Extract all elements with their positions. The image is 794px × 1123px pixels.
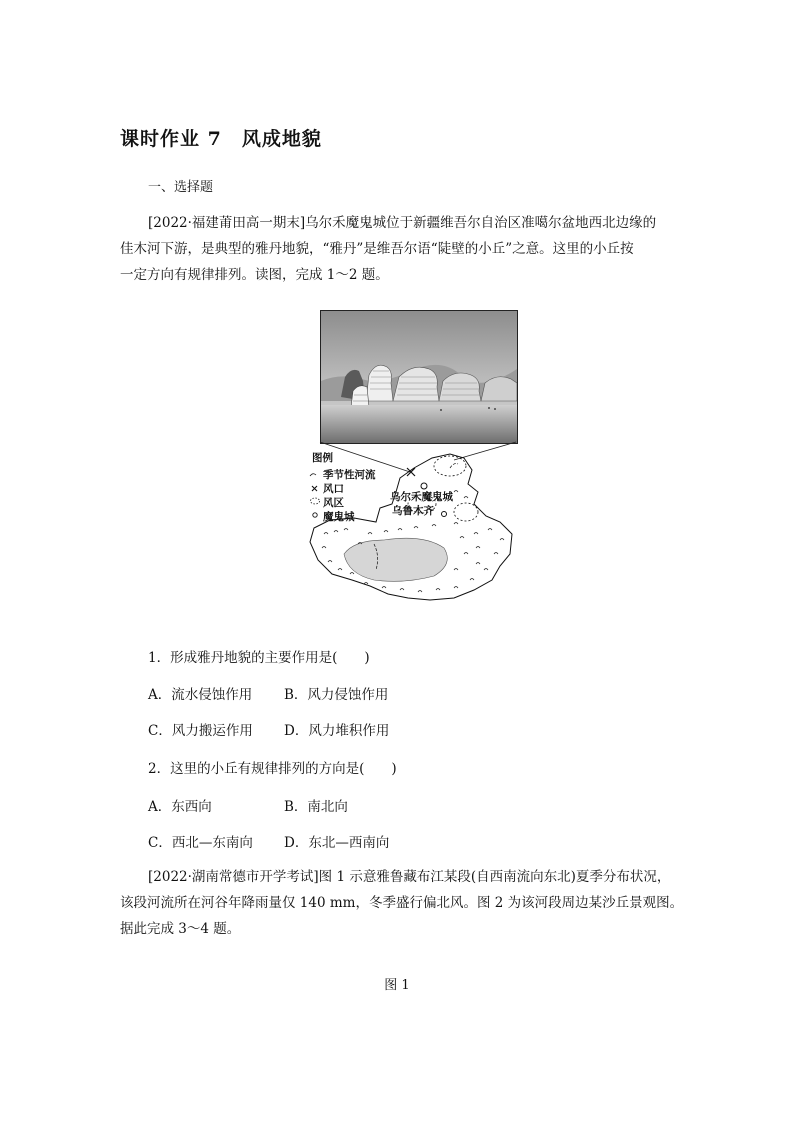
figure-caption: 图 1	[384, 978, 410, 993]
legend-devil-city-symbol	[313, 513, 317, 517]
section-heading: 一、选择题	[148, 180, 214, 195]
wind-zone-ellipse	[434, 456, 466, 476]
q2-option-d: D．东北—西南向	[284, 835, 390, 851]
q1-option-b: B．风力侵蚀作用	[284, 687, 389, 703]
legend-river-symbol	[310, 474, 316, 476]
intro2-line-3: 据此完成 3～4 题。	[120, 921, 241, 937]
question-2-stem: 2．这里的小丘有规律排列的方向是( )	[148, 761, 397, 777]
desert-basin	[344, 538, 447, 581]
legend-seasonal-river: 季节性河流	[323, 469, 376, 481]
map-label-urumqi: 乌鲁木齐	[392, 505, 434, 517]
legend-wind-gap-symbol	[312, 486, 317, 491]
question-1-stem: 1．形成雅丹地貌的主要作用是( )	[148, 650, 370, 666]
intro1-line-3: 一定方向有规律排列。读图，完成 1～2 题。	[120, 267, 389, 283]
urumqi-marker	[442, 512, 447, 517]
legend-wind-zone-symbol	[311, 498, 320, 504]
intro-paragraph-2	[120, 864, 685, 942]
q2-option-c: C．西北—东南向	[148, 835, 253, 851]
page-title: 课时作业 7 风成地貌	[120, 128, 322, 150]
q2-option-b: B．南北向	[284, 799, 348, 815]
legend-wind-zone: 风区	[323, 497, 344, 509]
intro1-line-1: [2022·福建莆田高一期末]乌尔禾魔鬼城位于新疆维吾尔自治区准噶尔盆地西北边缘的	[148, 215, 657, 231]
wind-zone-ellipse	[454, 503, 478, 521]
intro1-line-2: 佳木河下游，是典型的雅丹地貌，“雅丹”是维吾尔语“陡壁的小丘”之意。这里的小丘按	[120, 241, 634, 257]
q1-option-c: C．风力搬运作用	[148, 723, 253, 739]
legend-wind-gap: 风口	[323, 483, 344, 495]
q1-option-a: A．流水侵蚀作用	[148, 687, 253, 703]
map-graphic	[304, 308, 518, 614]
q2-option-a: A．东西向	[148, 799, 212, 815]
intro-paragraph-1	[120, 210, 685, 288]
intro2-line-2: 该段河流所在河谷年降雨量仅 140 mm，冬季盛行偏北风。图 2 为该河段周边某沙丘景观图。	[120, 895, 684, 911]
legend-title: 图例	[312, 452, 333, 464]
intro2-line-1: [2022·湖南常德市开学考试]图 1 示意雅鲁藏布江某段(自西南流向东北)夏季分布状况，	[148, 869, 671, 885]
q1-option-d: D．风力堆积作用	[284, 723, 390, 739]
yardang-figure	[304, 308, 518, 614]
map-label-devil-city: 乌尔禾魔鬼城	[390, 491, 453, 503]
legend-devil-city: 魔鬼城	[323, 511, 355, 523]
